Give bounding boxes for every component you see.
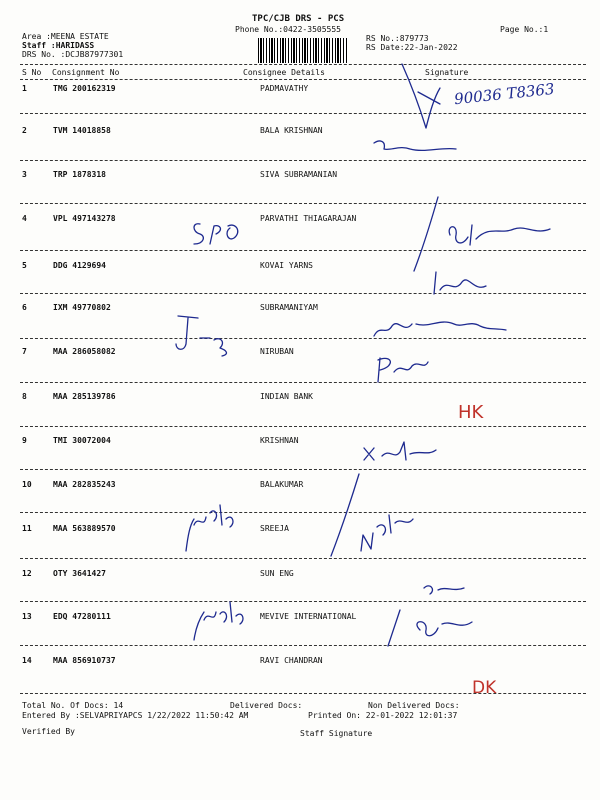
signature-row-6 [370, 310, 510, 342]
signature-row-13-left [190, 598, 250, 643]
verified-by-label: Verified By [22, 727, 75, 736]
phone-number: Phone No.:0422-3505555 [235, 25, 341, 34]
row-sno: 4 [22, 214, 27, 223]
divider [20, 79, 586, 80]
row-divider [20, 512, 586, 513]
row-divider [20, 293, 586, 294]
signature-row-11 [355, 505, 415, 555]
row-consignee: BALAKUMAR [260, 480, 304, 489]
row-sno: 14 [22, 656, 32, 665]
row-consignment: DDG 4129694 [53, 261, 106, 270]
total-docs: Total No. Of Docs: 14 [22, 701, 124, 710]
row-sno: 12 [22, 569, 32, 578]
signature-row-7 [372, 352, 432, 387]
row-divider [20, 645, 586, 646]
row-consignment: MAA 856910737 [53, 656, 116, 665]
area-label: Area :MEENA ESTATE [22, 32, 109, 41]
row-consignee: MEVIVE INTERNATIONAL [260, 612, 357, 621]
row-consignment: MAA 286058082 [53, 347, 116, 356]
signature-row-6-left [170, 312, 240, 357]
staff-signature-label: Staff Signature [300, 729, 373, 738]
row-divider [20, 558, 586, 559]
entered-by: Entered By :SELVAPRIYAPCS 1/22/2022 11:50:42 AM [22, 711, 249, 720]
rs-number: RS No.:879773 [366, 34, 429, 43]
row-sno: 13 [22, 612, 32, 621]
row-consignment: VPL 497143278 [53, 214, 116, 223]
row-divider [20, 160, 586, 161]
page-number: Page No.:1 [500, 25, 549, 34]
row-sno: 10 [22, 480, 32, 489]
col-header-consignment: Consignment No [52, 68, 120, 77]
printed-on: Printed On: 22-01-2022 12:01:37 [308, 711, 458, 720]
barcode [258, 38, 348, 63]
signature-row-13 [380, 580, 480, 650]
row-consignment: TVM 14018858 [53, 126, 111, 135]
signature-row-2 [370, 135, 460, 160]
non-delivered-docs: Non Delivered Docs: [368, 701, 460, 710]
row-consignment: MAA 563889570 [53, 524, 116, 533]
row-sno: 7 [22, 347, 27, 356]
col-header-consignee: Consignee Details [243, 68, 325, 77]
delivered-docs: Delivered Docs: [230, 701, 303, 710]
row-consignee: PARVATHI THIAGARAJAN [260, 214, 357, 223]
signature-row-5 [430, 268, 490, 298]
row-consignee: RAVI CHANDRAN [260, 656, 323, 665]
row-consignee: SUBRAMANIYAM [260, 303, 318, 312]
row-sno: 11 [22, 524, 32, 533]
row-sno: 5 [22, 261, 27, 270]
row-sno: 3 [22, 170, 27, 179]
row-divider [20, 113, 586, 114]
handwritten-note: HK [458, 402, 484, 423]
row-sno: 6 [22, 303, 27, 312]
row-sno: 2 [22, 126, 27, 135]
row-divider [20, 469, 586, 470]
row-sno: 9 [22, 436, 27, 445]
row-consignee: SREEJA [260, 524, 289, 533]
row-sno: 1 [22, 84, 27, 93]
row-consignee: BALA KRISHNAN [260, 126, 323, 135]
signature-row-1 [400, 62, 450, 132]
handwritten-note: DK [472, 678, 497, 698]
row-consignee: NIRUBAN [260, 347, 294, 356]
row-sno: 8 [22, 392, 27, 401]
row-consignment: IXM 49770802 [53, 303, 111, 312]
signature-row-4 [410, 195, 560, 275]
row-consignment: TRP 1878318 [53, 170, 106, 179]
staff-label: Staff :HARIDASS [22, 41, 95, 50]
row-consignment: MAA 285139786 [53, 392, 116, 401]
sheet-title: TPC/CJB DRS - PCS [252, 14, 345, 24]
col-header-signature: Signature [425, 68, 469, 77]
row-divider [20, 693, 586, 694]
row-consignee: INDIAN BANK [260, 392, 313, 401]
row-consignee: PADMAVATHY [260, 84, 309, 93]
row-consignment: MAA 282835243 [53, 480, 116, 489]
row-consignment: EDQ 47280111 [53, 612, 111, 621]
handwritten-note: 90036 T8363 [453, 79, 556, 109]
divider [20, 64, 586, 65]
row-consignee: KRISHNAN [260, 436, 299, 445]
row-consignee: SUN ENG [260, 569, 294, 578]
drs-number: DRS No. :DCJB87977301 [22, 50, 124, 59]
row-consignment: TMI 30072004 [53, 436, 111, 445]
row-divider [20, 382, 586, 383]
row-consignment: OTY 3641427 [53, 569, 106, 578]
row-consignment: TMG 200162319 [53, 84, 116, 93]
row-divider [20, 426, 586, 427]
signature-row-9 [360, 438, 440, 468]
signature-row-4-left [190, 218, 250, 248]
row-divider [20, 601, 586, 602]
signature-row-11-left [180, 495, 240, 555]
rs-date: RS Date:22-Jan-2022 [366, 43, 458, 52]
row-consignee: SIVA SUBRAMANIAN [260, 170, 338, 179]
row-consignee: KOVAI YARNS [260, 261, 313, 270]
col-header-sno: S No [22, 68, 42, 77]
